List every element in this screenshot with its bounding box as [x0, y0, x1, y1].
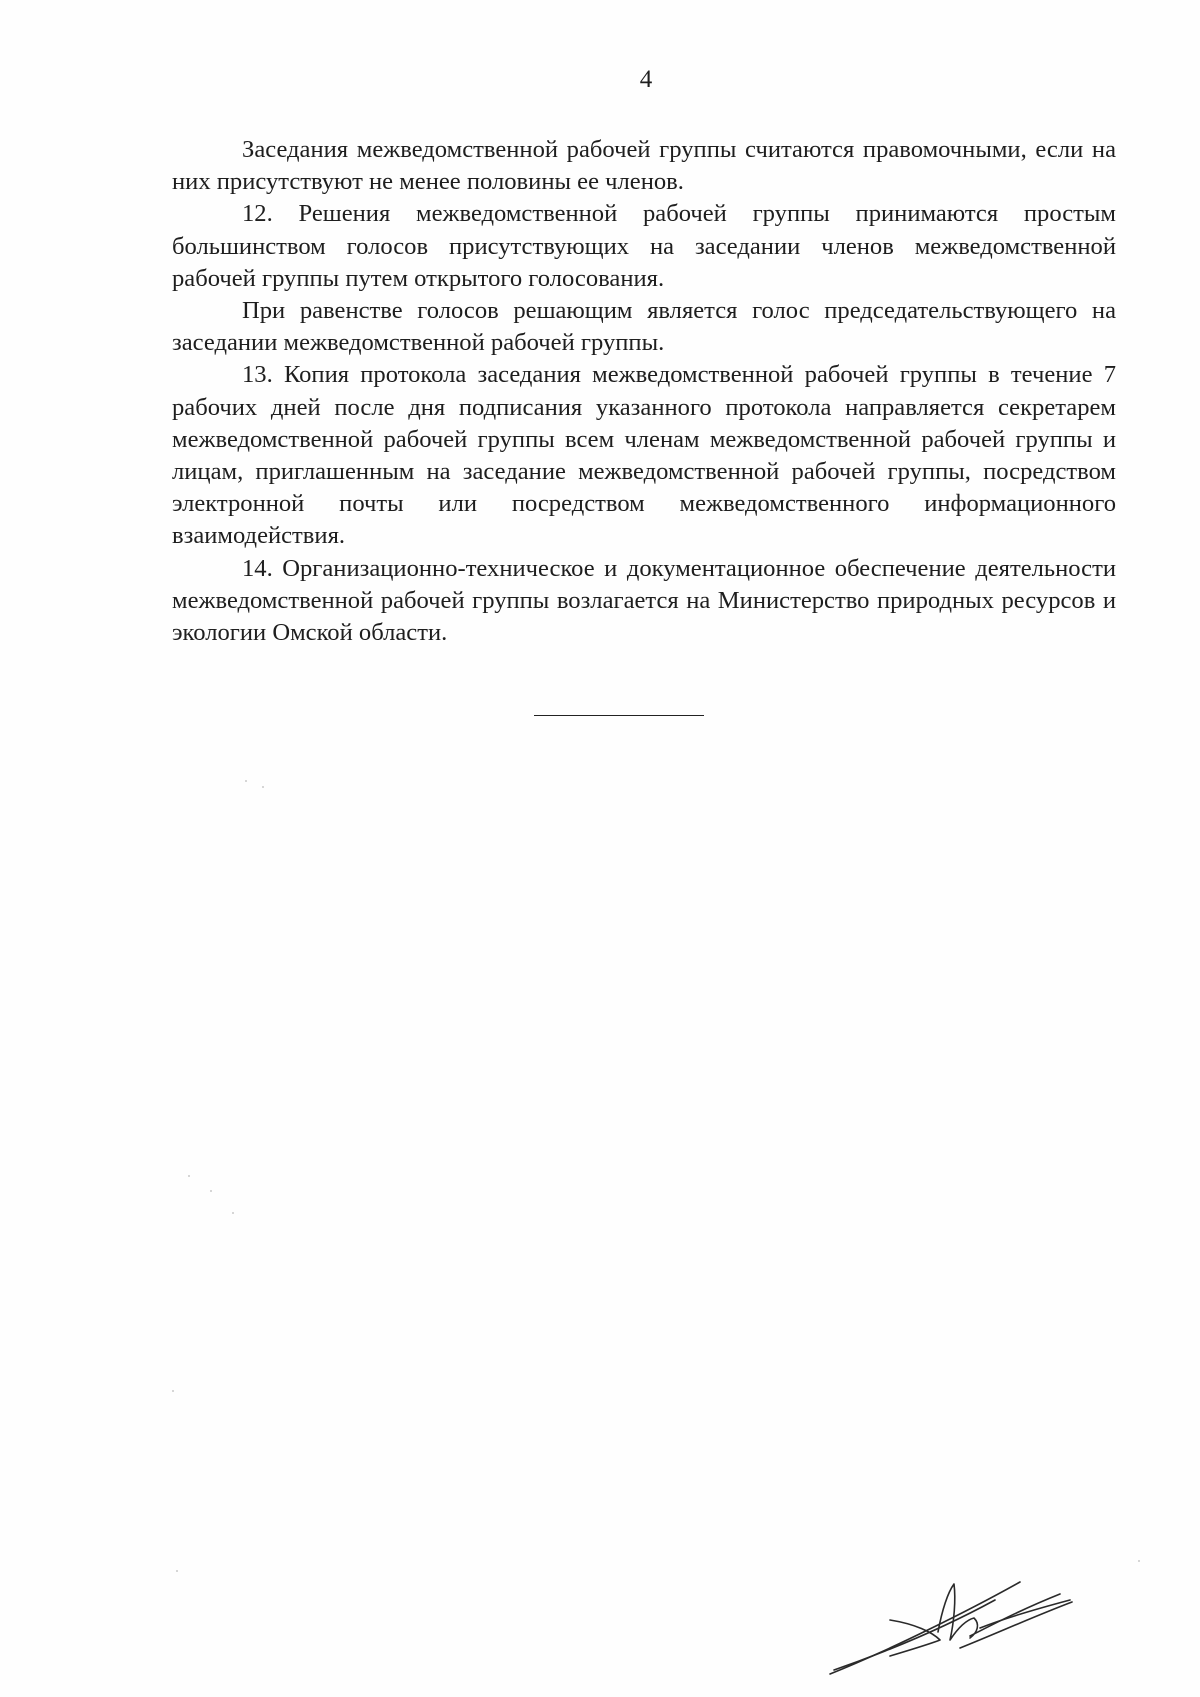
scan-speck	[232, 1212, 234, 1214]
paragraph-tie-vote: При равенстве голосов решающим является голос председательствующего на заседании межведомственной рабочей группы.	[172, 297, 1116, 357]
end-of-text-rule	[534, 715, 704, 716]
paragraph-12-decisions: 12. Решения межведомственной рабочей группы принимаются простым большинством голосов присутствующих на заседании членов межведомственной рабочей группы путем открытого голосования.	[172, 200, 1116, 292]
paragraph-quorum: Заседания межведомственной рабочей группы считаются правомочными, если на них присутствуют не менее половины ее членов.	[172, 136, 1116, 196]
document-body	[172, 134, 1116, 649]
scan-speck	[176, 1570, 178, 1572]
paragraph-13-protocol-copy: 13. Копия протокола заседания межведомственной рабочей группы в течение 7 рабочих дней после дня подписания указанного протокола направляется секретарем межведомственной рабочей группы всем членам межведомственной рабочей группы и лицам, приглашенным на заседание межведомственной рабочей группы, посредством электронной почты или посредством межведомственного информационного взаимодействия.	[172, 361, 1116, 550]
scan-speck	[210, 1190, 212, 1192]
page-number: 4	[639, 66, 653, 93]
scan-speck	[172, 1390, 174, 1392]
scan-speck	[188, 1175, 190, 1177]
scan-speck	[1138, 1560, 1140, 1562]
paragraph-14-organizational-support: 14. Организационно-техническое и документационное обеспечение деятельности межведомственной рабочей группы возлагается на Министерство природных ресурсов и экологии Омской области.	[172, 554, 1116, 647]
scan-speck	[262, 786, 264, 788]
handwritten-signature	[820, 1570, 1080, 1680]
scan-speck	[245, 780, 247, 782]
